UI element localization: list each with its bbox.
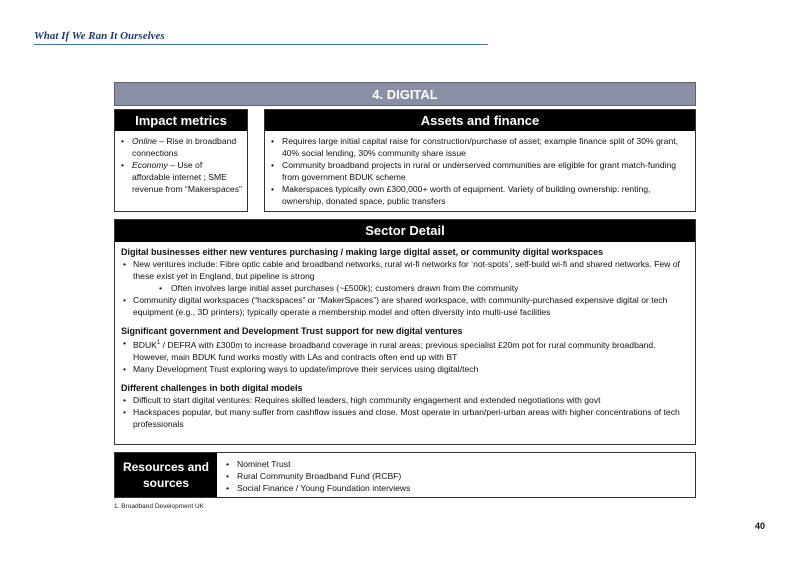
list-item	[118, 159, 242, 195]
section-heading: Digital businesses either new ventures purchasing / making large digital asset, or community digital workspaces	[121, 247, 604, 257]
list-item: • Rural Community Broadband Fund (RCBF)	[223, 470, 410, 482]
section-heading: Different challenges in both digital models	[121, 382, 303, 393]
list-item: • Difficult to start digital ventures: Requires skilled leaders, high community engagement and extended negotiations with govt	[121, 394, 689, 406]
page-number: 40	[755, 521, 766, 531]
impact-metrics-title: Impact metrics	[115, 110, 247, 131]
section-list	[121, 394, 689, 430]
impact-metrics-box	[114, 109, 248, 212]
title-divider	[34, 44, 488, 45]
assets-finance-box	[264, 109, 696, 212]
section-list	[121, 258, 689, 318]
bduk-label: BDUK	[133, 339, 157, 350]
list-item	[121, 337, 689, 363]
list-item: • Hackspaces popular, but many suffer from cashflow issues and close. Most operate in urban/peri-urban areas with higher concentrations of tech professionals	[121, 406, 689, 430]
assets-finance-list	[265, 131, 695, 207]
resources-list	[223, 458, 410, 494]
metric-text: – Use of affordable internet ; SME revenue from “Makerspaces”	[132, 160, 242, 194]
impact-metrics-list	[115, 131, 247, 195]
list-item: • Makerspaces typically own £300,000+ worth of equipment. Variety of building ownership: renting, ownership, donated space, public transfers	[268, 183, 689, 207]
section-heading: Significant government and Development Trust support for new digital ventures	[121, 326, 463, 336]
document-title: What If We Ran It Ourselves	[34, 30, 165, 42]
banner-title: 4. DIGITAL	[372, 86, 438, 102]
sector-detail-body	[115, 242, 695, 430]
list-item	[118, 135, 242, 159]
sector-detail-box	[114, 219, 696, 445]
resources-title: Resources and sources	[115, 453, 217, 497]
assets-finance-title: Assets and finance	[265, 110, 695, 131]
sector-detail-title: Sector Detail	[115, 220, 695, 242]
list-item: • Community digital workspaces (“hackspaces” or “MakerSpaces”) are shared workspace, with community-purchased expensive digital or tech equipment (e.g., 3D printers); typically operate a membership model and often diversity into multi-use facilities	[121, 294, 689, 318]
list-item: • Community broadband projects in rural or underserved communities are eligible for grant match-funding from government BDUK scheme	[268, 159, 689, 183]
list-item: • Many Development Trust exploring ways to update/improve their services using digital/tech	[121, 363, 689, 375]
section-list	[121, 337, 689, 375]
list-item: • Social Finance / Young Foundation interviews	[223, 482, 410, 494]
footnote-marker: 1	[156, 340, 161, 346]
metric-text: – Rise in broadband connections	[132, 136, 237, 158]
metric-label: Economy	[132, 160, 168, 170]
list-item: • Nominet Trust	[223, 458, 410, 470]
list-item: • New ventures include: Fibre optic cable and broadband networks, rural wi-fi networks for ‘not-spots’, self-build wi-fi and shared networks. Few of these exist yet in England, but pipeline is strong	[121, 258, 689, 282]
list-item: • Requires large initial capital raise for construction/purchase of asset; example finance split of 30% grant, 40% social lending, 30% community share issue	[268, 135, 689, 159]
section-banner	[114, 82, 696, 106]
footnote: 1. Broadband Development UK	[114, 503, 204, 510]
resources-box	[114, 452, 696, 498]
sub-list-item: • Often involves large initial asset purchases (~£500k); customers drawn from the community	[121, 282, 689, 294]
metric-label: Online	[132, 136, 157, 146]
bduk-text: / DEFRA with £300m to increase broadband coverage in rural areas; previous specialist £20m pot for rural community broadband. However, main BDUK fund works mostly with LAs and contracts often end up with BT	[133, 339, 656, 362]
